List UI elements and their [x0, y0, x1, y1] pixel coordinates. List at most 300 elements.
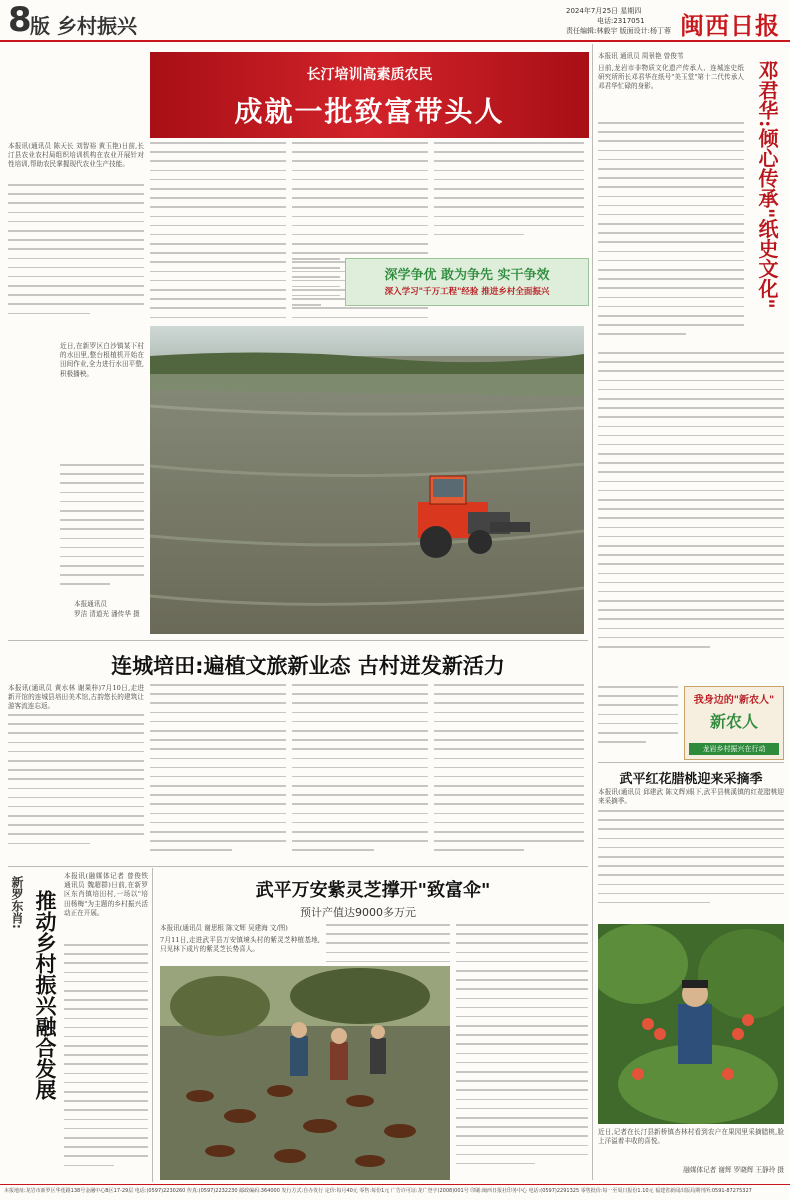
text-line: [292, 730, 428, 732]
text-line: [292, 776, 428, 778]
text-line: [434, 693, 584, 695]
text-line: [598, 196, 744, 198]
text-line: [598, 150, 744, 152]
text-line: [64, 1128, 148, 1130]
story2-col-2: [150, 684, 286, 860]
text-line: [434, 151, 584, 153]
story2-col-1: [8, 714, 144, 860]
text-line: [150, 776, 286, 778]
text-line: [434, 730, 584, 732]
side-col-2: [598, 352, 784, 662]
story3-vertical-kicker: 新罗东肖:: [10, 876, 24, 929]
farmers: [290, 1022, 386, 1080]
text-line: [8, 833, 144, 835]
text-line: [8, 239, 144, 241]
text-line: [598, 324, 744, 326]
text-line: [598, 370, 784, 372]
text-line: [598, 214, 744, 216]
text-line: [292, 849, 374, 851]
text-line: [456, 1080, 588, 1082]
text-line: [598, 732, 678, 734]
text-line: [64, 1155, 148, 1157]
text-line: [598, 527, 784, 529]
text-line: [8, 742, 144, 744]
text-line: [598, 140, 744, 142]
text-line: [598, 453, 784, 455]
text-line: [598, 361, 784, 363]
text-line: [8, 258, 144, 260]
text-line: [8, 285, 144, 287]
text-line: [150, 739, 286, 741]
text-line: [292, 684, 428, 686]
text-line: [598, 398, 784, 400]
story3-lead: 本报讯(融媒体记者 曾俊铁 通讯员 魏超群)日前,在新罗区东肖镇培田村,一场以"培田杨梅"为主题的乡村振兴活动正在开展。: [64, 872, 148, 917]
rule-story3: [152, 868, 153, 1182]
editors: 责任编辑:林毅宇 版面设计:杨丁蓉: [566, 27, 671, 35]
story5-lead: 本报讯(通讯员 邱建武 陈文辉)眼下,武平县桃溪镇的红花腊桃迎来采摘季。: [598, 788, 784, 806]
story4-headline: 武平万安紫灵芝撑开"致富伞": [255, 880, 491, 901]
text-line: [292, 785, 428, 787]
text-line: [292, 234, 428, 236]
text-line: [150, 206, 286, 208]
text-line: [434, 776, 584, 778]
text-line: [456, 1154, 588, 1156]
text-line: [598, 278, 744, 280]
text-line: [598, 819, 784, 821]
text-line: [598, 232, 744, 234]
top-story-lead: 本报讯(通讯员 陈天长 刘智裕 黄玉艳)日前,长汀县农业农村局组织培训机构在农业开展针对性培训,帮助农民掌握现代农业生产技能。: [8, 142, 144, 169]
text-line: [150, 693, 286, 695]
text-line: [292, 206, 428, 208]
text-line: [64, 990, 148, 992]
text-line: [456, 1163, 535, 1165]
text-line: [456, 933, 588, 935]
story2-lead: 本报讯(通讯员 黄水林 谢果梓)7月10日,走进新开馆的连城县培田美术馆,古韵悠长的建筑让游客流连忘返。: [8, 684, 144, 711]
text-line: [598, 838, 784, 840]
text-line: [64, 999, 148, 1001]
text-line: [150, 758, 286, 760]
text-line: [64, 953, 148, 955]
text-line: [326, 924, 450, 926]
text-line: [292, 739, 428, 741]
top-story-col-2: [150, 142, 286, 342]
text-line: [598, 856, 784, 858]
text-line: [598, 186, 744, 188]
text-line: [60, 547, 144, 549]
side-vertical-title-1: 邓君华:: [755, 60, 779, 128]
text-line: [434, 234, 524, 236]
text-line: [150, 721, 286, 723]
page-number: 8: [8, 0, 32, 40]
text-line: [8, 313, 90, 315]
text-line: [598, 609, 784, 611]
text-line: [150, 794, 286, 796]
text-line: [292, 258, 340, 260]
text-line: [8, 230, 144, 232]
text-line: [598, 416, 784, 418]
text-line: [456, 1108, 588, 1110]
text-line: [292, 197, 428, 199]
text-line: [326, 952, 450, 954]
text-line: [598, 810, 784, 812]
text-line: [64, 1091, 148, 1093]
text-line: [150, 684, 286, 686]
text-line: [8, 751, 144, 753]
rule-right-column: [592, 44, 593, 1180]
text-line: [598, 563, 784, 565]
text-line: [64, 1045, 148, 1047]
text-line: [150, 317, 286, 319]
story5-col: [598, 810, 784, 920]
section-title: 版 乡村振兴: [30, 14, 137, 38]
text-line: [60, 510, 144, 512]
footer-rule: [0, 1184, 790, 1185]
text-line: [598, 704, 678, 706]
text-line: [292, 252, 428, 254]
slogan-box: [345, 258, 589, 306]
text-line: [434, 794, 584, 796]
text-line: [292, 721, 428, 723]
text-line: [598, 637, 784, 639]
text-line: [150, 803, 286, 805]
text-line: [60, 538, 144, 540]
text-line: [456, 1117, 588, 1119]
text-line: [64, 972, 148, 974]
text-line: [292, 160, 428, 162]
text-line: [598, 380, 784, 382]
text-line: [292, 748, 428, 750]
text-line: [8, 212, 144, 214]
banner-kicker: 长汀培训高素质农民: [306, 67, 433, 83]
text-line: [292, 216, 428, 218]
text-line: [64, 1008, 148, 1010]
text-line: [150, 849, 232, 851]
text-line: [598, 168, 744, 170]
text-line: [64, 1109, 148, 1111]
text-line: [292, 693, 428, 695]
text-line: [598, 444, 784, 446]
text-line: [598, 508, 784, 510]
text-line: [64, 962, 148, 964]
text-line: [64, 1137, 148, 1139]
text-line: [292, 225, 428, 227]
story5-headline: 武平红花腊桃迎来采摘季: [619, 772, 763, 787]
issue-date: 2024年7月25日 星期四: [566, 7, 642, 15]
text-line: [434, 197, 584, 199]
text-line: [598, 723, 678, 725]
text-line: [434, 225, 584, 227]
footer-text: 本报地址:龙岩市新罗区华莲路138号金融中心B区17-29层 电话:(0597)2230260 传真:(0597)2232230 邮政编码:364000 发行方式:自办发行 定价:每月40元 零售:每份1元 广告许可证:龙广登字(2008)001号 印刷:闽西日报社印务中心 电话:(0597)2291325 零售批价:每一至周日报份1.10元 福建省新闻出版局期刊所:0591-87275327: [4, 1188, 752, 1194]
text-line: [150, 307, 286, 309]
text-line: [292, 142, 428, 144]
text-line: [8, 202, 144, 204]
badge-sub: 龙岩乡村振兴在行动: [689, 743, 779, 755]
text-line: [456, 1007, 588, 1009]
text-line: [64, 944, 148, 946]
top-story-col-1: [8, 184, 144, 328]
text-line: [64, 1073, 148, 1075]
text-line: [434, 142, 584, 144]
text-line: [64, 1100, 148, 1102]
photo-credit-2: 罗洁 清道光 潘传华 摄: [74, 610, 140, 618]
text-line: [150, 271, 286, 273]
text-line: [8, 294, 144, 296]
text-line: [292, 702, 428, 704]
text-line: [8, 732, 144, 734]
text-line: [456, 970, 588, 972]
text-line: [456, 1145, 588, 1147]
story4-col-2: [456, 924, 588, 1180]
rule-side-story5: [598, 762, 784, 763]
text-line: [598, 352, 784, 354]
text-line: [8, 723, 144, 725]
text-line: [456, 1089, 588, 1091]
text-line: [456, 1016, 588, 1018]
text-line: [150, 767, 286, 769]
top-story-col-4: [434, 142, 584, 252]
text-line: [598, 306, 744, 308]
text-line: [64, 1119, 148, 1121]
text-line: [150, 280, 286, 282]
text-line: [598, 847, 784, 849]
text-line: [150, 822, 286, 824]
text-line: [434, 216, 584, 218]
text-line: [456, 961, 588, 963]
masthead-rule: [0, 40, 790, 42]
text-line: [598, 490, 784, 492]
story2-col-3: [292, 684, 428, 860]
story4-lead: 7月11日,走进武平县万安镇境头村的紫灵芝种植基地,只见林下成片的紫灵芝长势喜人。: [160, 936, 320, 954]
text-line: [456, 988, 588, 990]
text-line: [8, 267, 144, 269]
text-line: [150, 748, 286, 750]
peach-credit: 融媒体记者 谢辉 罗晓辉 王静玲 摄: [683, 1166, 784, 1174]
text-line: [598, 122, 744, 124]
text-line: [292, 286, 340, 288]
story4-subhead: 预计产值达9000多万元: [300, 906, 416, 919]
text-line: [434, 206, 584, 208]
text-line: [8, 760, 144, 762]
text-line: [292, 822, 428, 824]
text-line: [64, 981, 148, 983]
text-line: [598, 695, 678, 697]
text-line: [64, 1146, 148, 1148]
text-line: [456, 1135, 588, 1137]
text-line: [150, 197, 286, 199]
story3-col-1: [64, 944, 148, 1180]
text-line: [60, 473, 144, 475]
text-line: [150, 225, 286, 227]
text-line: [434, 767, 584, 769]
text-line: [456, 1126, 588, 1128]
photo-caption-cont: [60, 464, 144, 594]
text-line: [434, 748, 584, 750]
text-line: [8, 248, 144, 250]
text-line: [598, 499, 784, 501]
text-line: [456, 1043, 588, 1045]
top-story-banner: [150, 52, 589, 138]
text-line: [292, 179, 428, 181]
text-line: [434, 758, 584, 760]
lingzhi-image: [160, 966, 450, 1180]
text-line: [150, 298, 286, 300]
rule-story2: [8, 866, 588, 867]
text-line: [598, 131, 744, 133]
text-line: [326, 933, 450, 935]
text-line: [64, 1018, 148, 1020]
text-line: [456, 1099, 588, 1101]
text-line: [60, 528, 144, 530]
text-line: [150, 785, 286, 787]
text-line: [456, 1062, 588, 1064]
text-line: [292, 151, 428, 153]
text-line: [64, 1036, 148, 1038]
text-line: [60, 556, 144, 558]
text-line: [598, 646, 710, 648]
text-line: [8, 221, 144, 223]
text-line: [8, 824, 144, 826]
text-line: [598, 205, 744, 207]
badge-mark: 新农人: [709, 712, 758, 731]
text-line: [598, 828, 784, 830]
text-line: [64, 1063, 148, 1065]
text-line: [456, 952, 588, 954]
text-line: [8, 788, 144, 790]
text-line: [434, 739, 584, 741]
text-line: [598, 536, 784, 538]
text-line: [598, 600, 784, 602]
text-line: [598, 481, 784, 483]
side-lead: 日前,龙岩市非物质文化遗产传承人、连城连史纸研究所所长邓君华在纸号"美玉堂"第十二代传承人邓君华忙碌的身影。: [598, 64, 744, 91]
text-line: [8, 193, 144, 195]
text-line: [598, 389, 784, 391]
text-line: [598, 471, 784, 473]
text-line: [8, 806, 144, 808]
photo-credit-1: 本报通讯员: [74, 600, 107, 608]
side-byline: 本报讯 通讯员 周景艳 曾俊苇: [598, 52, 684, 60]
text-line: [150, 160, 286, 162]
text-line: [150, 730, 286, 732]
lingzhi-photo: [160, 966, 450, 1180]
text-line: [150, 170, 286, 172]
text-line: [434, 702, 584, 704]
text-line: [60, 583, 110, 585]
text-line: [456, 979, 588, 981]
text-line: [598, 865, 784, 867]
text-line: [598, 893, 784, 895]
text-line: [456, 942, 588, 944]
story2-col-4: [434, 684, 584, 860]
text-line: [434, 160, 584, 162]
text-line: [598, 628, 784, 630]
new-farmer-badge: [684, 686, 784, 760]
text-line: [598, 315, 744, 317]
text-line: [598, 545, 784, 547]
text-line: [60, 501, 144, 503]
peach-photo: [598, 924, 784, 1124]
text-line: [598, 333, 686, 335]
text-line: [292, 243, 428, 245]
photo-caption: 近日,在新罗区白沙镇某下村的水田里,整台根植机开始在田间作业,全力进行水田平整,积极播秧。: [60, 342, 144, 378]
text-line: [598, 269, 744, 271]
text-line: [456, 924, 588, 926]
text-line: [150, 252, 286, 254]
text-line: [456, 998, 588, 1000]
text-line: [434, 684, 584, 686]
peach-image: [598, 924, 784, 1124]
text-line: [60, 464, 144, 466]
text-line: [8, 303, 144, 305]
text-line: [8, 714, 144, 716]
text-line: [8, 797, 144, 799]
text-line: [598, 241, 744, 243]
text-line: [60, 492, 144, 494]
text-line: [598, 714, 678, 716]
text-line: [150, 188, 286, 190]
text-line: [292, 304, 321, 306]
badge-title: 我身边的"新农人": [693, 695, 775, 706]
text-line: [456, 1053, 588, 1055]
side-vertical-title-2: 倾心传承"纸史文化": [755, 128, 779, 309]
masthead: [0, 0, 790, 40]
text-line: [150, 216, 286, 218]
text-line: [326, 942, 450, 944]
text-line: [292, 794, 428, 796]
story2-headline: 连城培田:遍植文旅新业态 古村迸发新活力: [111, 654, 505, 678]
text-line: [60, 574, 144, 576]
text-line: [292, 188, 428, 190]
text-line: [598, 159, 744, 161]
text-line: [150, 831, 286, 833]
text-line: [150, 813, 286, 815]
text-line: [150, 243, 286, 245]
text-line: [292, 840, 428, 842]
text-line: [434, 813, 584, 815]
text-line: [64, 1165, 114, 1167]
side-col-3: [598, 686, 678, 758]
text-line: [598, 686, 678, 688]
rule-top-story: [8, 640, 588, 641]
text-line: [598, 884, 784, 886]
text-line: [598, 426, 784, 428]
top-story-col-5: [292, 258, 340, 318]
text-line: [292, 267, 340, 269]
text-line: [150, 702, 286, 704]
text-line: [292, 276, 340, 278]
field-tractor-photo: [150, 326, 584, 634]
text-line: [150, 142, 286, 144]
text-line: [150, 289, 286, 291]
text-line: [434, 840, 584, 842]
phone: 电话:2317051: [597, 17, 645, 25]
text-line: [150, 840, 286, 842]
paper-logo: 闽西日报: [680, 11, 780, 40]
text-line: [598, 177, 744, 179]
text-line: [434, 803, 584, 805]
slogan-sub: 深入学习"千万工程"经验 推进乡村全面振兴: [384, 287, 550, 297]
text-line: [8, 778, 144, 780]
text-line: [456, 1025, 588, 1027]
text-line: [598, 517, 784, 519]
text-line: [598, 618, 784, 620]
story4-byline: 本报讯(通讯员 谢思根 陈文辉 吴建海 文/图): [160, 924, 288, 932]
text-line: [598, 554, 784, 556]
text-line: [292, 803, 428, 805]
text-line: [598, 297, 744, 299]
text-line: [598, 902, 710, 904]
text-line: [292, 813, 428, 815]
text-line: [434, 170, 584, 172]
